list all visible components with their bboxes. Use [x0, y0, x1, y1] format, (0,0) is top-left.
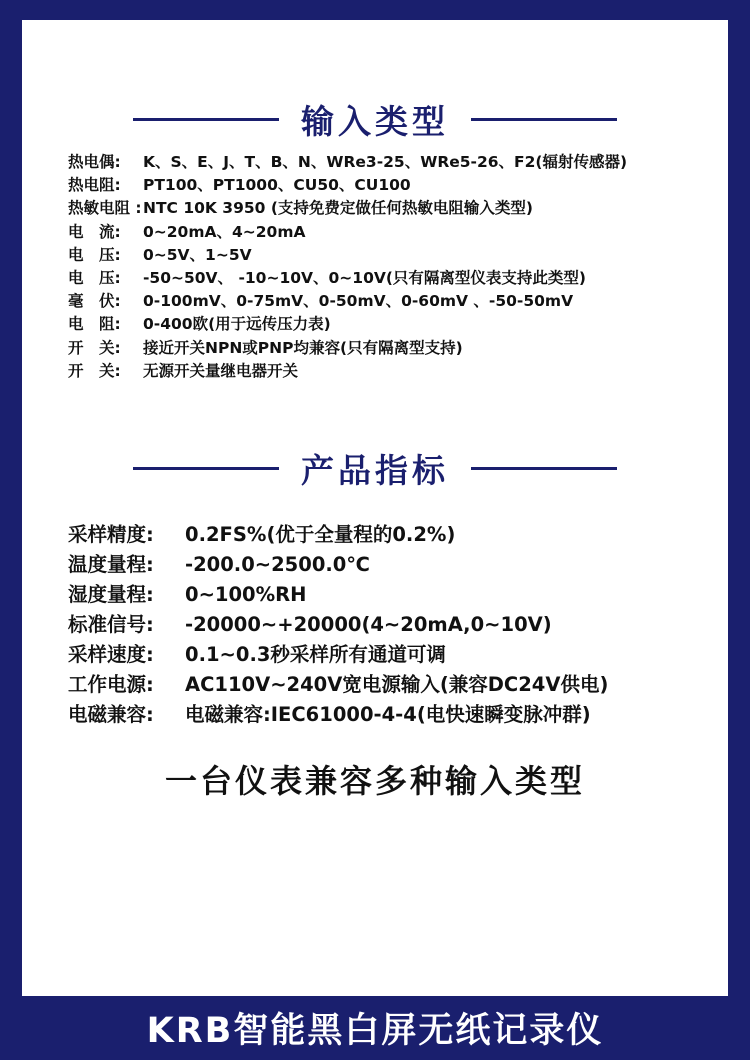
footer-banner: KRB智能黑白屏无纸记录仪 — [146, 1011, 604, 1051]
spec-label: 开 关: — [68, 361, 121, 380]
spec-value: 0.2FS%(优于全量程的0.2%) — [185, 523, 456, 546]
input-type-row — [68, 313, 627, 336]
input-type-row — [68, 221, 627, 244]
spec-value: K、S、E、J、T、B、N、WRe3-25、WRe5-26、F2(辐射传感器) — [143, 153, 628, 171]
spec-label: 热电阻: — [68, 176, 121, 195]
section-header-product-specs — [22, 443, 728, 493]
spec-label: 电 压: — [68, 268, 121, 287]
spec-value: -20000~+20000(4~20mA,0~10V) — [185, 613, 552, 636]
header-rule-left — [133, 467, 279, 470]
spec-label: 开 关: — [68, 338, 121, 357]
spec-label: 采样精度: — [68, 523, 154, 546]
product-spec-list — [68, 520, 608, 730]
spec-row — [68, 550, 608, 580]
header-rule-right — [471, 467, 617, 470]
section-header-input-types — [22, 94, 728, 144]
spec-value: 0~5V、1~5V — [143, 245, 252, 264]
spec-label: 热敏电阻 : — [68, 199, 142, 218]
spec-value: NTC 10K 3950 (支持免费定做任何热敏电阻输入类型) — [143, 199, 533, 218]
spec-label: 热电偶: — [68, 153, 121, 171]
spec-value: -50~50V、 -10~10V、0~10V(只有隔离型仪表支持此类型) — [143, 268, 587, 287]
spec-value: 0-100mV、0-75mV、0-50mV、0-60mV 、-50-50mV — [143, 292, 574, 311]
input-type-row — [68, 151, 627, 174]
spec-value: -200.0~2500.0℃ — [185, 553, 370, 576]
spec-label: 采样速度: — [68, 643, 154, 666]
input-type-row — [68, 337, 627, 360]
spec-label: 湿度量程: — [68, 583, 154, 606]
spec-label: 标准信号: — [68, 613, 154, 636]
content-panel — [22, 20, 728, 996]
spec-row — [68, 520, 608, 550]
slogan: 一台仪表兼容多种输入类型 — [164, 762, 585, 800]
section-title: 产品指标 — [301, 450, 449, 490]
spec-label: 毫 伏: — [68, 292, 121, 311]
spec-value: 无源开关量继电器开关 — [143, 361, 299, 380]
spec-label: 电 流: — [68, 222, 121, 241]
spec-value: 0~100%RH — [185, 583, 307, 606]
spec-label: 电磁兼容: — [68, 703, 154, 726]
spec-label: 工作电源: — [68, 673, 154, 696]
spec-value: 0.1~0.3秒采样所有通道可调 — [185, 643, 446, 666]
input-type-row — [68, 267, 627, 290]
spec-value: PT100、PT1000、CU50、CU100 — [143, 176, 411, 195]
header-rule-left — [133, 118, 279, 121]
spec-row — [68, 670, 608, 700]
spec-value: 接近开关NPN或PNP均兼容(只有隔离型支持) — [143, 338, 463, 357]
input-type-row — [68, 360, 627, 383]
input-type-row — [68, 197, 627, 220]
input-type-list — [68, 151, 627, 383]
input-type-row — [68, 174, 627, 197]
spec-row — [68, 610, 608, 640]
header-rule-right — [471, 118, 617, 121]
spec-row — [68, 580, 608, 610]
section-title: 输入类型 — [301, 101, 449, 141]
input-type-row — [68, 290, 627, 313]
spec-value: 电磁兼容:IEC61000-4-4(电快速瞬变脉冲群) — [185, 703, 591, 726]
spec-value: 0-400欧(用于远传压力表) — [143, 315, 331, 334]
spec-value: 0~20mA、4~20mA — [143, 222, 306, 241]
spec-label: 电 阻: — [68, 315, 121, 334]
spec-row — [68, 640, 608, 670]
spec-label: 电 压: — [68, 245, 121, 264]
input-type-row — [68, 244, 627, 267]
spec-row — [68, 700, 608, 730]
spec-value: AC110V~240V宽电源输入(兼容DC24V供电) — [185, 673, 609, 696]
spec-label: 温度量程: — [68, 553, 154, 576]
